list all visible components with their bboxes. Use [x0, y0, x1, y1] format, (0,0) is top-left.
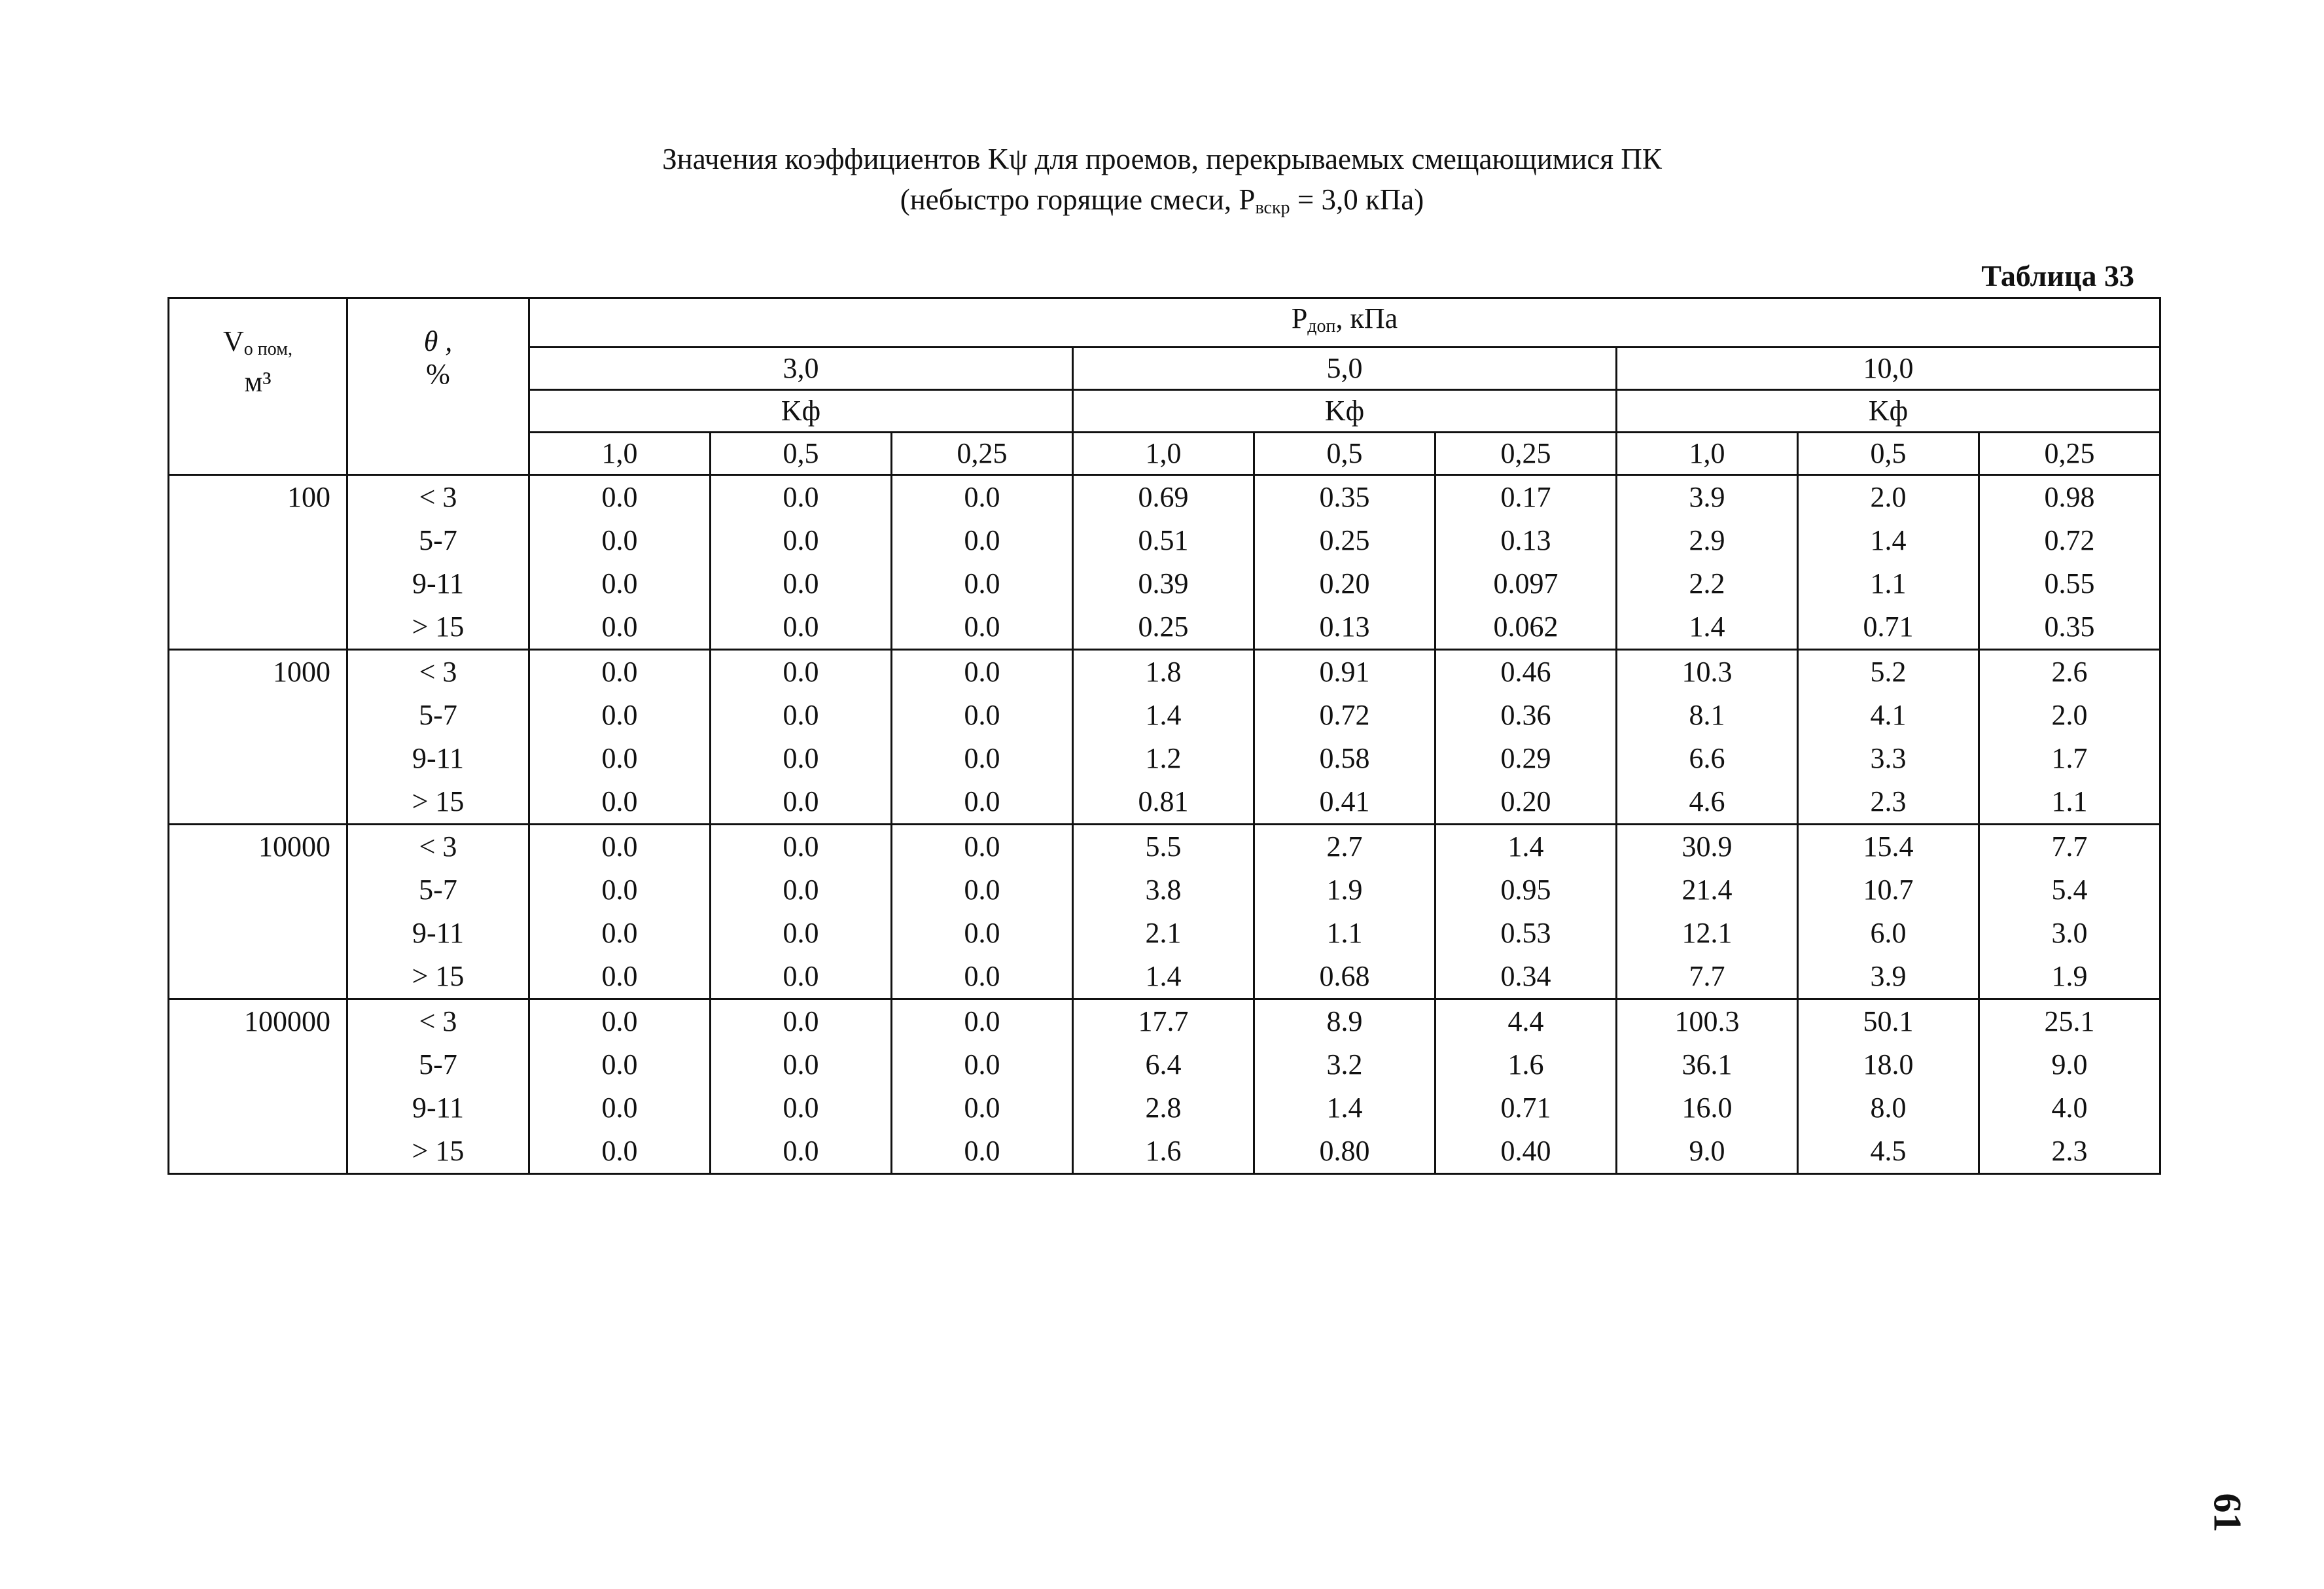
volume-cell: 100000 — [169, 999, 347, 1044]
table-row — [169, 475, 2160, 520]
value-cell: 0.13 — [1435, 519, 1617, 562]
value-cell: 0.0 — [711, 1043, 892, 1086]
value-cell: 1.7 — [1979, 737, 2160, 780]
caption-line-2-sub: вскр — [1255, 198, 1290, 218]
table-row — [169, 955, 2160, 999]
value-cell: 0.13 — [1254, 605, 1435, 650]
value-cell: 0.0 — [529, 605, 711, 650]
value-cell: 1.8 — [1073, 650, 1254, 694]
header-k-value: 0,25 — [1435, 433, 1617, 475]
table-row — [169, 825, 2160, 869]
table-row — [169, 650, 2160, 694]
table-row — [169, 1086, 2160, 1130]
value-cell: 0.0 — [711, 1086, 892, 1130]
value-cell: 1.4 — [1435, 825, 1617, 869]
value-cell: 0.062 — [1435, 605, 1617, 650]
table-row — [169, 562, 2160, 605]
value-cell: 0.0 — [892, 912, 1073, 955]
value-cell: 4.4 — [1435, 999, 1617, 1044]
value-cell: 0.0 — [529, 1086, 711, 1130]
value-cell: 36.1 — [1617, 1043, 1798, 1086]
header-p-value: 3,0 — [529, 348, 1073, 390]
volume-cell — [169, 780, 347, 825]
value-cell: 10.3 — [1617, 650, 1798, 694]
value-cell: 0.0 — [892, 694, 1073, 737]
header-k-label: Kф — [529, 390, 1073, 433]
value-cell: 3.2 — [1254, 1043, 1435, 1086]
value-cell: 2.8 — [1073, 1086, 1254, 1130]
value-cell: 0.0 — [711, 562, 892, 605]
value-cell: 21.4 — [1617, 868, 1798, 912]
value-cell: 3.9 — [1617, 475, 1798, 520]
table-number: Таблица 33 — [1981, 259, 2134, 293]
value-cell: 1.4 — [1073, 955, 1254, 999]
value-cell: 1.4 — [1073, 694, 1254, 737]
caption-line-1: Значения коэффициентов Kψ для проемов, перекрываемых смещающимися ПК — [662, 143, 1662, 175]
value-cell: 4.1 — [1798, 694, 1979, 737]
value-cell: 0.0 — [529, 1130, 711, 1174]
coefficients-table — [167, 297, 2161, 1175]
value-cell: 0.0 — [711, 519, 892, 562]
volume-cell — [169, 737, 347, 780]
table-row — [169, 1043, 2160, 1086]
value-cell: 0.72 — [1254, 694, 1435, 737]
volume-cell — [169, 1043, 347, 1086]
volume-cell — [169, 868, 347, 912]
value-cell: 0.0 — [711, 825, 892, 869]
value-cell: 0.0 — [529, 999, 711, 1044]
value-cell: 0.0 — [529, 475, 711, 520]
value-cell: 0.68 — [1254, 955, 1435, 999]
table-row — [169, 912, 2160, 955]
value-cell: 10.7 — [1798, 868, 1979, 912]
value-cell: 4.5 — [1798, 1130, 1979, 1174]
header-p-unit: , кПа — [1335, 302, 1398, 334]
header-k-value: 0,5 — [711, 433, 892, 475]
value-cell: 0.58 — [1254, 737, 1435, 780]
value-cell: 0.0 — [711, 912, 892, 955]
value-cell: 0.0 — [529, 519, 711, 562]
value-cell: 8.9 — [1254, 999, 1435, 1044]
header-p-symbol: P — [1291, 302, 1308, 334]
value-cell: 16.0 — [1617, 1086, 1798, 1130]
table-caption — [0, 139, 2324, 228]
value-cell: 0.25 — [1254, 519, 1435, 562]
value-cell: 0.17 — [1435, 475, 1617, 520]
value-cell: 30.9 — [1617, 825, 1798, 869]
table-row — [169, 519, 2160, 562]
value-cell: 0.34 — [1435, 955, 1617, 999]
volume-cell — [169, 1086, 347, 1130]
value-cell: 0.0 — [892, 519, 1073, 562]
caption-line-2-end: = 3,0 кПа) — [1290, 183, 1424, 216]
value-cell: 0.0 — [892, 1130, 1073, 1174]
value-cell: 6.4 — [1073, 1043, 1254, 1086]
value-cell: 0.20 — [1254, 562, 1435, 605]
value-cell: 25.1 — [1979, 999, 2160, 1044]
theta-cell: < 3 — [347, 650, 529, 694]
volume-cell — [169, 955, 347, 999]
table-row — [169, 999, 2160, 1044]
value-cell: 0.0 — [892, 955, 1073, 999]
header-k-value: 1,0 — [1617, 433, 1798, 475]
value-cell: 18.0 — [1798, 1043, 1979, 1086]
value-cell: 0.0 — [892, 562, 1073, 605]
value-cell: 0.0 — [711, 955, 892, 999]
volume-cell — [169, 562, 347, 605]
value-cell: 0.0 — [529, 650, 711, 694]
table-row — [169, 605, 2160, 650]
theta-cell: 5-7 — [347, 1043, 529, 1086]
value-cell: 3.0 — [1979, 912, 2160, 955]
header-k-value: 0,5 — [1254, 433, 1435, 475]
value-cell: 0.097 — [1435, 562, 1617, 605]
theta-cell: 9-11 — [347, 737, 529, 780]
volume-cell — [169, 605, 347, 650]
value-cell: 1.1 — [1254, 912, 1435, 955]
value-cell: 0.0 — [711, 475, 892, 520]
value-cell: 3.3 — [1798, 737, 1979, 780]
header-volume-symbol: V — [223, 325, 244, 357]
value-cell: 0.55 — [1979, 562, 2160, 605]
value-cell: 0.0 — [711, 780, 892, 825]
value-cell: 0.25 — [1073, 605, 1254, 650]
value-cell: 0.0 — [529, 825, 711, 869]
header-k-value: 0,25 — [1979, 433, 2160, 475]
header-volume — [169, 298, 347, 475]
volume-cell: 10000 — [169, 825, 347, 869]
value-cell: 0.72 — [1979, 519, 2160, 562]
value-cell: 5.2 — [1798, 650, 1979, 694]
volume-cell — [169, 519, 347, 562]
theta-cell: < 3 — [347, 825, 529, 869]
table-row — [169, 1130, 2160, 1174]
volume-cell — [169, 1130, 347, 1174]
theta-cell: 9-11 — [347, 562, 529, 605]
value-cell: 3.9 — [1798, 955, 1979, 999]
value-cell: 1.1 — [1979, 780, 2160, 825]
value-cell: 4.6 — [1617, 780, 1798, 825]
header-theta-unit: % — [426, 358, 450, 390]
value-cell: 50.1 — [1798, 999, 1979, 1044]
value-cell: 2.0 — [1798, 475, 1979, 520]
volume-cell — [169, 912, 347, 955]
value-cell: 1.4 — [1254, 1086, 1435, 1130]
value-cell: 0.0 — [892, 650, 1073, 694]
value-cell: 4.0 — [1979, 1086, 2160, 1130]
value-cell: 0.53 — [1435, 912, 1617, 955]
value-cell: 0.95 — [1435, 868, 1617, 912]
caption-line-2-text: (небыстро горящие смеси, P — [900, 183, 1256, 216]
value-cell: 0.0 — [892, 868, 1073, 912]
volume-cell — [169, 694, 347, 737]
value-cell: 0.0 — [892, 1043, 1073, 1086]
page-number: 61 — [2206, 1493, 2249, 1533]
volume-cell: 100 — [169, 475, 347, 520]
theta-cell: 5-7 — [347, 519, 529, 562]
value-cell: 0.0 — [711, 1130, 892, 1174]
value-cell: 0.71 — [1798, 605, 1979, 650]
header-k-value: 0,5 — [1798, 433, 1979, 475]
value-cell: 0.0 — [711, 737, 892, 780]
header-theta-symbol: θ , — [423, 325, 453, 357]
table-row — [169, 868, 2160, 912]
value-cell: 0.35 — [1979, 605, 2160, 650]
value-cell: 0.0 — [892, 780, 1073, 825]
header-volume-sub: о пом, — [243, 339, 292, 359]
value-cell: 0.0 — [711, 868, 892, 912]
theta-cell: > 15 — [347, 955, 529, 999]
value-cell: 1.9 — [1254, 868, 1435, 912]
header-p-value: 10,0 — [1617, 348, 2160, 390]
value-cell: 0.0 — [892, 825, 1073, 869]
value-cell: 0.0 — [529, 955, 711, 999]
value-cell: 3.8 — [1073, 868, 1254, 912]
theta-cell: 5-7 — [347, 868, 529, 912]
theta-cell: < 3 — [347, 475, 529, 520]
value-cell: 2.3 — [1979, 1130, 2160, 1174]
value-cell: 17.7 — [1073, 999, 1254, 1044]
value-cell: 0.71 — [1435, 1086, 1617, 1130]
value-cell: 0.0 — [892, 737, 1073, 780]
table-row — [169, 780, 2160, 825]
value-cell: 0.0 — [711, 605, 892, 650]
value-cell: 0.0 — [892, 1086, 1073, 1130]
value-cell: 8.0 — [1798, 1086, 1979, 1130]
header-k-value: 0,25 — [892, 433, 1073, 475]
header-k-value: 1,0 — [529, 433, 711, 475]
value-cell: 7.7 — [1617, 955, 1798, 999]
value-cell: 0.0 — [529, 780, 711, 825]
value-cell: 0.0 — [711, 999, 892, 1044]
value-cell: 0.20 — [1435, 780, 1617, 825]
theta-cell: 5-7 — [347, 694, 529, 737]
value-cell: 0.81 — [1073, 780, 1254, 825]
value-cell: 2.3 — [1798, 780, 1979, 825]
theta-cell: > 15 — [347, 605, 529, 650]
value-cell: 1.9 — [1979, 955, 2160, 999]
value-cell: 2.6 — [1979, 650, 2160, 694]
value-cell: 2.2 — [1617, 562, 1798, 605]
value-cell: 0.46 — [1435, 650, 1617, 694]
table-row — [169, 694, 2160, 737]
value-cell: 2.7 — [1254, 825, 1435, 869]
value-cell: 2.0 — [1979, 694, 2160, 737]
theta-cell: < 3 — [347, 999, 529, 1044]
value-cell: 0.0 — [529, 912, 711, 955]
theta-cell: 9-11 — [347, 912, 529, 955]
value-cell: 1.6 — [1073, 1130, 1254, 1174]
theta-cell: 9-11 — [347, 1086, 529, 1130]
value-cell: 1.1 — [1798, 562, 1979, 605]
value-cell: 12.1 — [1617, 912, 1798, 955]
header-k-value: 1,0 — [1073, 433, 1254, 475]
value-cell: 0.0 — [529, 694, 711, 737]
value-cell: 0.29 — [1435, 737, 1617, 780]
theta-cell: > 15 — [347, 780, 529, 825]
value-cell: 7.7 — [1979, 825, 2160, 869]
value-cell: 6.6 — [1617, 737, 1798, 780]
value-cell: 1.2 — [1073, 737, 1254, 780]
value-cell: 0.0 — [892, 605, 1073, 650]
value-cell: 0.91 — [1254, 650, 1435, 694]
header-k-label: Kф — [1073, 390, 1617, 433]
value-cell: 9.0 — [1617, 1130, 1798, 1174]
value-cell: 0.0 — [529, 1043, 711, 1086]
value-cell: 8.1 — [1617, 694, 1798, 737]
value-cell: 0.36 — [1435, 694, 1617, 737]
value-cell: 0.80 — [1254, 1130, 1435, 1174]
value-cell: 0.51 — [1073, 519, 1254, 562]
value-cell: 0.35 — [1254, 475, 1435, 520]
value-cell: 1.4 — [1617, 605, 1798, 650]
theta-cell: > 15 — [347, 1130, 529, 1174]
header-p-value: 5,0 — [1073, 348, 1617, 390]
value-cell: 6.0 — [1798, 912, 1979, 955]
value-cell: 5.4 — [1979, 868, 2160, 912]
value-cell: 1.4 — [1798, 519, 1979, 562]
value-cell: 0.98 — [1979, 475, 2160, 520]
value-cell: 0.40 — [1435, 1130, 1617, 1174]
value-cell: 2.9 — [1617, 519, 1798, 562]
value-cell: 0.0 — [892, 999, 1073, 1044]
value-cell: 5.5 — [1073, 825, 1254, 869]
header-theta — [347, 298, 529, 475]
value-cell: 0.0 — [892, 475, 1073, 520]
header-p-sub: доп — [1307, 316, 1336, 336]
header-volume-unit: м³ — [244, 366, 272, 398]
volume-cell: 1000 — [169, 650, 347, 694]
value-cell: 0.41 — [1254, 780, 1435, 825]
value-cell: 1.6 — [1435, 1043, 1617, 1086]
value-cell: 0.0 — [529, 868, 711, 912]
header-k-label: Kф — [1617, 390, 2160, 433]
value-cell: 2.1 — [1073, 912, 1254, 955]
table-row — [169, 737, 2160, 780]
value-cell: 0.0 — [529, 562, 711, 605]
value-cell: 0.0 — [711, 694, 892, 737]
value-cell: 0.0 — [529, 737, 711, 780]
value-cell: 9.0 — [1979, 1043, 2160, 1086]
value-cell: 100.3 — [1617, 999, 1798, 1044]
value-cell: 0.0 — [711, 650, 892, 694]
value-cell: 0.69 — [1073, 475, 1254, 520]
header-p-allowed — [529, 298, 2160, 348]
value-cell: 0.39 — [1073, 562, 1254, 605]
value-cell: 15.4 — [1798, 825, 1979, 869]
caption-line-2 — [0, 179, 2324, 228]
